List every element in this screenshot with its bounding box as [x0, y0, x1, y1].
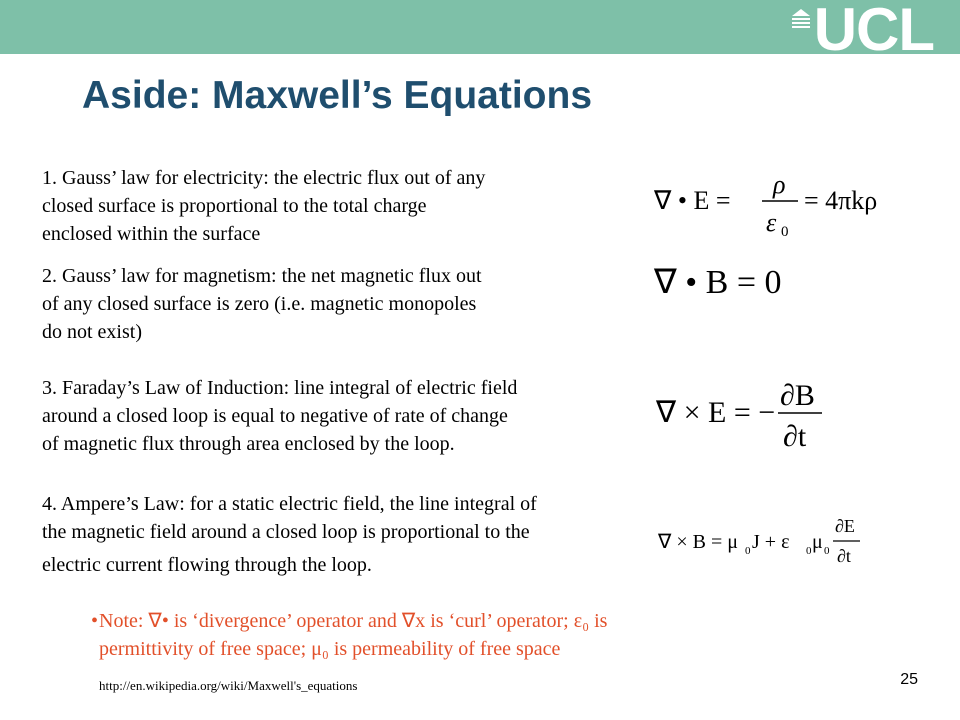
- law-1-line: enclosed within the surface: [42, 223, 261, 245]
- eq4-middle-2: μ: [812, 531, 823, 553]
- logo-text: UCL: [813, 0, 934, 63]
- law-4-line: 4. Ampere’s Law: for a static electric field, the line integral of: [42, 493, 537, 515]
- law-3-line: 3. Faraday’s Law of Induction: line integral of electric field: [42, 377, 518, 399]
- law-2-text: [42, 262, 482, 346]
- eq4-subscript-3: 0: [824, 545, 830, 557]
- faraday-equation: [652, 372, 842, 458]
- eq3-numerator: ∂B: [780, 379, 815, 412]
- eq1-denominator-subscript: 0: [781, 224, 789, 240]
- law-2-line: do not exist): [42, 321, 142, 343]
- page-number: 25: [900, 671, 918, 688]
- eq3-lhs: ∇ × E = −: [656, 396, 776, 429]
- law-1-line: 1. Gauss’ law for electricity: the electric flux out of any: [42, 167, 486, 189]
- law-1-text: [42, 164, 485, 248]
- eq2-text: ∇ • B = 0: [654, 264, 782, 301]
- eq1-numerator: ρ: [773, 170, 786, 199]
- note-block: [91, 607, 608, 663]
- gauss-magnetic-equation: [650, 255, 810, 305]
- eq1-lhs: ∇ • E =: [654, 186, 731, 215]
- law-1-line: closed surface is proportional to the total charge: [42, 195, 427, 217]
- slide-title: Aside: Maxwell’s Equations: [82, 74, 593, 117]
- law-4-line: the magnetic field around a closed loop is proportional to the: [42, 521, 530, 543]
- ampere-equation: [654, 510, 864, 574]
- ucl-logo: [792, 0, 934, 63]
- reference-link[interactable]: http://en.wikipedia.org/wiki/Maxwell's_equations: [99, 678, 358, 693]
- law-2-line: 2. Gauss’ law for magnetism: the net magnetic flux out: [42, 265, 482, 287]
- law-4-line: electric current flowing through the loop.: [42, 554, 372, 576]
- law-2-line: of any closed surface is zero (i.e. magnetic monopoles: [42, 293, 477, 315]
- eq1-denominator: ε: [766, 208, 777, 237]
- gauss-electric-equation: [648, 165, 878, 245]
- eq4-denominator: ∂t: [837, 546, 851, 566]
- eq4-numerator: ∂E: [835, 516, 855, 536]
- law-3-text: [42, 374, 517, 458]
- note-line-1: Note: ∇• is ‘divergence’ operator and ∇x is ‘curl’ operator; ε₀ is: [99, 610, 608, 632]
- note-line-2: permittivity of free space; μ₀ is permeability of free space: [99, 638, 561, 660]
- eq4-middle: J + ε: [752, 531, 790, 553]
- portico-icon: [792, 9, 810, 29]
- law-3-line: of magnetic flux through area enclosed by the loop.: [42, 433, 455, 455]
- eq4-subscript-2: 0: [806, 545, 812, 557]
- note-bullet: •: [91, 610, 99, 632]
- eq4-lhs: ∇ × B = μ: [658, 531, 738, 553]
- eq4-subscript-1: 0: [745, 545, 751, 557]
- law-3-line: around a closed loop is equal to negative of rate of change: [42, 405, 508, 427]
- law-4-text: [42, 490, 537, 584]
- eq1-rhs: = 4πkρ: [804, 186, 878, 215]
- eq3-denominator: ∂t: [783, 420, 807, 453]
